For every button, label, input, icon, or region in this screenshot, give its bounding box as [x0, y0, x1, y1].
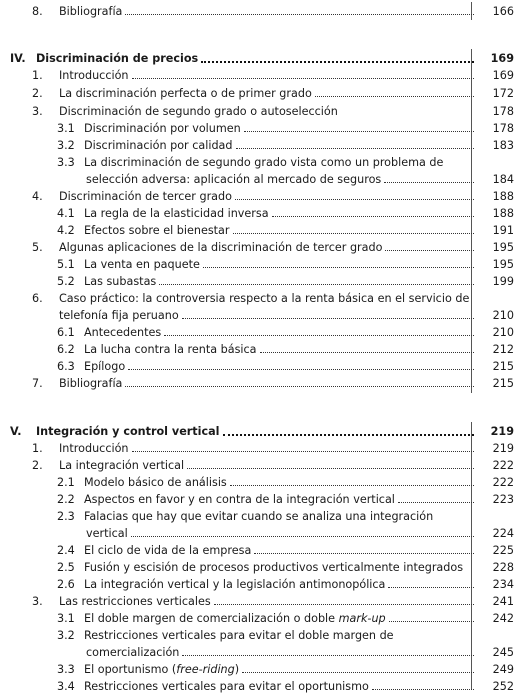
toc-entry-page-number: 234: [492, 578, 514, 591]
toc-entry-title-text: Discriminación por volumen: [84, 122, 241, 135]
dot-leader: [233, 232, 474, 234]
dot-leader: [385, 249, 474, 251]
toc-entry-body: [59, 88, 476, 99]
toc-entry-title-line: La discriminación de segundo grado vista como un problema de: [84, 156, 444, 169]
toc-entry[interactable]: [0, 611, 514, 628]
toc-entry-title-text: Discriminación de precios: [36, 52, 199, 65]
dot-leader: [242, 671, 474, 673]
toc-entry-title: [59, 378, 122, 389]
toc-entry-page-number: 184: [492, 173, 514, 186]
toc-entry-number: 6.3: [57, 360, 75, 373]
toc-entry-page-number: 222: [492, 476, 514, 489]
dot-leader: [201, 60, 474, 63]
toc-entry-page-number: 224: [492, 527, 514, 540]
dot-leader: [235, 198, 474, 200]
toc-entry-body: [36, 426, 476, 437]
toc-entry-body: [59, 378, 476, 389]
toc-entry-title: [59, 443, 129, 454]
toc-chapter[interactable]: [0, 51, 514, 68]
toc-entry-title-text: Bibliografía: [59, 377, 123, 390]
toc-entry[interactable]: [0, 492, 514, 509]
toc-entry-page-number: 188: [492, 190, 514, 203]
toc-entry-page-number: 195: [492, 241, 514, 254]
toc-entry-body: [84, 225, 476, 236]
toc-entry-page-number: 166: [492, 5, 514, 18]
toc-entry-title: [36, 53, 198, 64]
toc-entry-title: [59, 460, 184, 471]
toc-entry-title: [59, 70, 129, 81]
toc-entry-body: [84, 664, 476, 675]
toc-entry-title-text: selección adversa: aplicación al mercado de seguros: [86, 173, 382, 186]
toc-entry-page-number: 245: [492, 646, 514, 659]
dot-leader: [132, 77, 474, 79]
toc-entry-title: [86, 647, 179, 658]
toc-entry-body: [59, 70, 476, 81]
toc-entry-title: [84, 664, 239, 675]
toc-entry-number: 6.2: [57, 343, 75, 356]
toc-entry-page-number: 252: [492, 680, 514, 693]
toc-entry-body: [84, 361, 476, 372]
toc-entry-number: V.: [10, 425, 22, 438]
toc-entry-title-text: Restricciones verticales para evitar el oportunismo: [84, 680, 369, 693]
toc-entry-title-text: El oportunismo (: [84, 663, 177, 676]
toc-entry-title: [59, 310, 179, 321]
toc-entry-page-number: 188: [492, 207, 514, 220]
toc-entry-page-number: 241: [492, 595, 514, 608]
toc-entry-number: IV.: [10, 52, 26, 65]
toc-entry-body: [84, 276, 476, 287]
toc-entry-title-suffix: ): [234, 663, 240, 676]
toc-entry-number: 1.: [32, 442, 43, 455]
toc-entry[interactable]: [0, 628, 514, 645]
toc-entry-body: [59, 191, 476, 202]
toc-entry-title: [84, 681, 369, 692]
toc-entry-number: 4.: [32, 190, 43, 203]
dot-leader: [159, 283, 474, 285]
toc-entry[interactable]: [0, 274, 514, 291]
toc-entry-body: [59, 596, 476, 607]
toc-entry-page-number: 242: [492, 612, 514, 625]
dot-leader: [182, 654, 474, 656]
toc-entry-number: 1.: [32, 69, 43, 82]
dot-leader: [223, 433, 475, 436]
toc-entry[interactable]: [0, 257, 514, 274]
toc-entry[interactable]: [0, 560, 514, 577]
dot-leader: [236, 147, 475, 149]
dot-leader: [128, 368, 474, 370]
dot-leader: [389, 620, 474, 622]
toc-entry-number: 5.2: [57, 275, 75, 288]
toc-entry-body: [84, 477, 476, 488]
toc-entry[interactable]: [0, 223, 514, 240]
toc-entry-title-line: Falacias que hay que evitar cuando se analiza una integración: [84, 510, 434, 523]
toc-entry[interactable]: [0, 342, 514, 359]
toc-entry-title-text: Discriminación de segundo grado o autoselección: [59, 105, 338, 118]
toc-entry-body: [84, 613, 476, 624]
toc-entry-number: 3.2: [57, 139, 75, 152]
toc-entry-title-text: comercialización: [86, 646, 180, 659]
toc-entry-page-number: 210: [492, 326, 514, 339]
toc-entry-page-number: 215: [492, 360, 514, 373]
toc-entry-body: [84, 562, 476, 573]
toc-entry-body: [59, 443, 476, 454]
toc-entry-number: 3.3: [57, 663, 75, 676]
toc-entry-title: [59, 596, 211, 607]
toc-entry-title-text: Las restricciones verticales: [59, 595, 211, 608]
toc-entry-title-text: La integración vertical y la legislación antimonopólica: [84, 578, 386, 591]
toc-entry-title: [84, 123, 241, 134]
toc-entry-page-number: 228: [492, 561, 514, 574]
toc-entry-body: [59, 460, 476, 471]
toc-entry[interactable]: [0, 86, 514, 103]
toc-entry-page-number: 212: [492, 343, 514, 356]
toc-entry-body: [59, 242, 476, 253]
toc-entry-body: [59, 106, 476, 117]
toc-entry-number: 5.: [32, 241, 43, 254]
toc-entry-page-number: 210: [492, 309, 514, 322]
toc-entry-body: [84, 140, 476, 151]
dot-leader: [230, 484, 474, 486]
dot-leader: [244, 130, 474, 132]
toc-entry-number: 2.4: [57, 544, 75, 557]
toc-entry-title-text: El ciclo de vida de la empresa: [84, 544, 252, 557]
toc-entry[interactable]: [0, 172, 514, 189]
toc-entry-body: [59, 310, 476, 321]
toc-entry[interactable]: [0, 679, 514, 696]
toc-entry-title: [84, 327, 161, 338]
dot-leader: [388, 586, 474, 588]
toc-entry-title-italic: mark-up: [338, 612, 386, 625]
toc-entry-title-text: Bibliografía: [59, 5, 123, 18]
toc-entry[interactable]: [0, 189, 514, 206]
dot-leader: [164, 334, 474, 336]
toc-entry-number: 6.: [32, 292, 43, 305]
toc-entry-title-text: Discriminación de tercer grado: [59, 190, 232, 203]
toc-entry-page-number: 191: [492, 224, 514, 237]
toc-entry-title: [84, 562, 463, 573]
toc-entry-number: 7.: [32, 377, 43, 390]
toc-entry-title: [59, 6, 122, 17]
toc-entry-title-text: La regla de la elasticidad inversa: [84, 207, 269, 220]
toc-entry-title: [84, 344, 257, 355]
toc-entry-page-number: 178: [492, 105, 514, 118]
dot-leader: [125, 385, 474, 387]
toc-entry[interactable]: [0, 526, 514, 543]
toc-entry[interactable]: [0, 458, 514, 475]
toc-entry-page-number: 222: [492, 459, 514, 472]
toc-entry-body: [86, 528, 476, 539]
toc-entry-body: [86, 174, 476, 185]
dot-leader: [132, 450, 474, 452]
toc-entry[interactable]: [0, 104, 514, 121]
toc-entry-title: [84, 477, 227, 488]
toc-entry-title-text: Antecedentes: [84, 326, 162, 339]
dot-leader: [187, 467, 474, 469]
toc-entry-number: 2.3: [57, 510, 75, 523]
toc-entry[interactable]: [0, 4, 514, 21]
toc-entry[interactable]: [0, 662, 514, 679]
toc-entry-title-italic: free-riding: [176, 663, 235, 676]
toc-entry-body: [84, 327, 476, 338]
toc-entry-number: 3.1: [57, 122, 75, 135]
toc-entry-body: [84, 579, 476, 590]
toc-entry[interactable]: [0, 359, 514, 376]
toc-entry-title-text: Introducción: [59, 69, 129, 82]
toc-entry-title-text: Discriminación por calidad: [84, 139, 233, 152]
toc-entry-number: 3.: [32, 595, 43, 608]
toc-entry-title-text: vertical: [86, 527, 128, 540]
toc-entry-title-text: Aspectos en favor y en contra de la integración vertical: [84, 493, 395, 506]
toc-entry-number: 6.1: [57, 326, 75, 339]
toc-entry[interactable]: [0, 308, 514, 325]
toc-entry-title-text: Modelo básico de análisis: [84, 476, 227, 489]
toc-entry-title-text: La discriminación perfecta o de primer grado: [59, 87, 312, 100]
dot-leader: [203, 266, 474, 268]
toc-entry[interactable]: [0, 509, 514, 526]
toc-entry-number: 2.5: [57, 561, 75, 574]
toc-entry-body: [59, 6, 476, 17]
toc-entry-body: [84, 545, 476, 556]
toc-entry[interactable]: [0, 475, 514, 492]
toc-entry-title: [84, 140, 233, 151]
dot-leader: [398, 501, 474, 503]
toc-entry-number: 2.1: [57, 476, 75, 489]
toc-entry-page-number: 219: [492, 442, 514, 455]
toc-entry-title: [84, 579, 385, 590]
toc-entry-title: [84, 225, 230, 236]
toc-entry-title: [86, 174, 381, 185]
toc-entry[interactable]: [0, 325, 514, 342]
toc-entry-number: 2.: [32, 87, 43, 100]
toc-entry-title-text: La integración vertical: [59, 459, 185, 472]
toc-entry-body: [84, 259, 476, 270]
toc-entry-number: 2.: [32, 459, 43, 472]
dot-leader: [131, 535, 474, 537]
toc-entry-title-line: Caso práctico: la controversia respecto a la renta básica en el servicio de: [59, 292, 470, 305]
toc-entry-title: [84, 259, 200, 270]
toc-entry-title: [59, 191, 232, 202]
toc-entry[interactable]: [0, 206, 514, 223]
toc-entry-body: [84, 208, 476, 219]
toc-entry[interactable]: [0, 68, 514, 85]
toc-entry-page-number: 195: [492, 258, 514, 271]
toc-entry-title: [36, 426, 220, 437]
toc-entry-body: [36, 53, 476, 64]
toc-entry-title-text: Integración y control vertical: [36, 425, 220, 438]
toc-entry-title-text: El doble margen de comercialización o doble: [84, 612, 339, 625]
toc-entry-title: [84, 494, 395, 505]
toc-entry[interactable]: [0, 291, 514, 308]
toc-entry-number: 3.: [32, 105, 43, 118]
toc-entry-page-number: 249: [492, 663, 514, 676]
toc-entry-title-text: La lucha contra la renta básica: [84, 343, 257, 356]
toc-entry-number: 4.2: [57, 224, 75, 237]
toc-entry-title: [84, 276, 156, 287]
toc-entry-title: [84, 545, 251, 556]
toc-entry[interactable]: [0, 594, 514, 611]
toc-entry-title: [84, 208, 269, 219]
toc-entry-page-number: 183: [492, 139, 514, 152]
toc-entry[interactable]: [0, 155, 514, 172]
toc-entry-title-text: Efectos sobre el bienestar: [84, 224, 230, 237]
toc-entry-title: [59, 106, 338, 117]
toc-entry-page-number: 215: [492, 377, 514, 390]
toc-entry-number: 3.2: [57, 629, 75, 642]
dot-leader: [214, 603, 474, 605]
toc-entry-body: [84, 344, 476, 355]
toc-entry-page-number: 178: [492, 122, 514, 135]
toc-entry-page-number: 223: [492, 493, 514, 506]
toc-entry-number: 3.3: [57, 156, 75, 169]
toc-entry-number: 4.1: [57, 207, 75, 220]
toc-entry[interactable]: [0, 543, 514, 560]
toc-entry-body: [84, 681, 476, 692]
toc-entry-body: [86, 647, 476, 658]
toc-entry[interactable]: [0, 441, 514, 458]
toc-chapter[interactable]: [0, 424, 514, 441]
toc-entry-title: [84, 361, 125, 372]
toc-entry[interactable]: [0, 138, 514, 155]
dot-leader: [384, 181, 474, 183]
toc-entry-title-text: Fusión y escisión de procesos productivos verticalmente integrados: [84, 561, 464, 574]
toc-entry[interactable]: [0, 121, 514, 138]
dot-leader: [315, 95, 474, 97]
toc-entry-body: [84, 123, 476, 134]
toc-entry-title: [84, 613, 386, 624]
toc-entry-title-line: Restricciones verticales para evitar el doble margen de: [84, 629, 394, 642]
dot-leader: [125, 13, 474, 15]
toc-entry-title-text: telefonía fija peruano: [59, 309, 179, 322]
toc-entry-number: 2.6: [57, 578, 75, 591]
toc-entry[interactable]: [0, 240, 514, 257]
toc-entry-title-text: Introducción: [59, 442, 129, 455]
toc-entry-title: [86, 528, 128, 539]
toc-entry-body: [84, 494, 476, 505]
toc-entry-title-text: Algunas aplicaciones de la discriminación de tercer grado: [59, 241, 383, 254]
toc-entry-number: 3.4: [57, 680, 75, 693]
toc-entry-page-number: 225: [492, 544, 514, 557]
toc-entry-title: [59, 242, 382, 253]
dot-leader: [272, 215, 474, 217]
toc-entry[interactable]: [0, 376, 514, 393]
toc-entry[interactable]: [0, 577, 514, 594]
toc-entry-page-number: 169: [490, 52, 514, 65]
toc-entry-page-number: 172: [492, 87, 514, 100]
toc-entry-page-number: 169: [492, 69, 514, 82]
toc-entry-number: 3.1: [57, 612, 75, 625]
toc-entry-number: 8.: [32, 5, 43, 18]
toc-entry-number: 5.1: [57, 258, 75, 271]
toc-entry-page-number: 219: [490, 425, 514, 438]
toc-entry-page-number: 199: [492, 275, 514, 288]
toc-entry-number: 2.2: [57, 493, 75, 506]
toc-entry[interactable]: [0, 645, 514, 662]
toc-entry-title: [59, 88, 312, 99]
toc-entry-title-text: Epílogo: [84, 360, 126, 373]
toc-entry-title-text: La venta en paquete: [84, 258, 200, 271]
toc-entry-title-text: Las subastas: [84, 275, 157, 288]
dot-leader: [182, 317, 474, 319]
dot-leader: [254, 552, 474, 554]
dot-leader: [260, 351, 474, 353]
